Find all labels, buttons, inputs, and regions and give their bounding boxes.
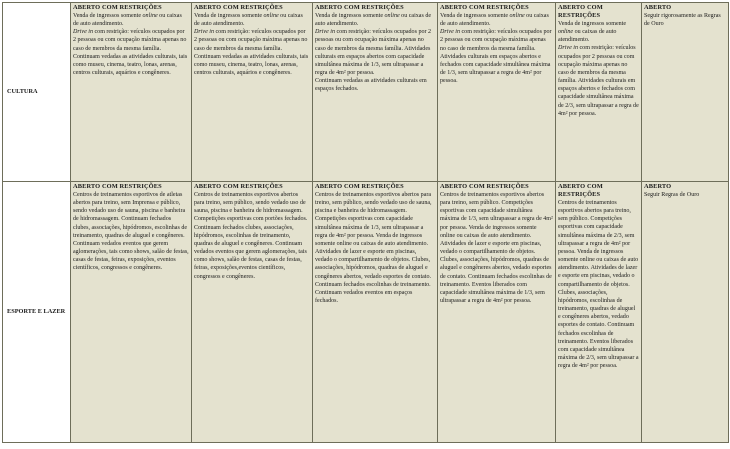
- cell-paragraph: Drive in com restrição: veículos ocupados por 2 pessoas ou com ocupação máxima apenas no caso de membros da mesma família.: [73, 29, 187, 52]
- row-label-cultura: CULTURA: [3, 3, 71, 182]
- cell-paragraph: Centros de treinamentos esportivos abertos para treino, sem público, sendo vedado uso de sauna, piscina e banheira de hidromassagem. Competições esportivas com capacidade simultânea máxima de 1/3, sem ultrapassar a regra de 4m² por pessoa. Venda de ingressos somente online ou caixas de auto atendimento. Atividades de lazer e esporte em piscinas, vedado o compartilhamento de objetos. Clubes, associações, hipódromos, quadras de aluguel e congêneres abertos, vedado esportes de contato. Continuam fechados escolinhas de treinamento. Continuam vedados eventos em espaços fechados.: [315, 192, 432, 305]
- cell-cultura-1: [71, 3, 192, 182]
- cell-heading: ABERTO COM RESTRIÇÕES: [194, 4, 283, 11]
- cell-heading: ABERTO COM RESTRIÇÕES: [73, 183, 162, 190]
- cell-esporte-4: [438, 182, 556, 443]
- cell-heading: ABERTO COM RESTRIÇÕES: [315, 183, 404, 190]
- cell-heading: ABERTO COM RESTRIÇÕES: [558, 4, 603, 19]
- cell-paragraph: Continuam vedadas as atividades culturais em espaços fechados.: [315, 78, 427, 93]
- cell-paragraph: Drive in com restrição: veículos ocupados por 2 pessoas ou com ocupação máxima apenas no caso de membros da mesma família. Atividades culturais em espaços abertos com capacidade simultânea máxima de 1/3, sem ultrapassar a regra de 4m² por pessoa.: [315, 29, 432, 77]
- table-row-cultura: [3, 3, 729, 182]
- cell-heading: ABERTO COM RESTRIÇÕES: [440, 183, 529, 190]
- cell-paragraph: Venda de ingressos somente online ou caixas de auto atendimento.: [73, 13, 182, 28]
- cell-heading: ABERTO: [644, 4, 672, 11]
- cell-heading: ABERTO COM RESTRIÇÕES: [440, 4, 529, 11]
- cell-heading: ABERTO COM RESTRIÇÕES: [315, 4, 404, 11]
- cell-heading: ABERTO COM RESTRIÇÕES: [194, 183, 283, 190]
- cell-paragraph: Continuam vedadas as atividades culturais, tais como museu, cinema, teatro, lonas, arenas, centros culturais, aquários e congêneres.: [194, 53, 309, 77]
- cell-cultura-4: [438, 3, 556, 182]
- cell-paragraph: Drive in com restrição: veículos ocupados por 2 pessoas ou com ocupação máxima apenas no caso de membros da mesma família. Atividades culturais em espaços abertos e fechados com capacidade simultânea máxima de 2/3, sem ultrapassar a regra de 4m² por pessoa.: [558, 45, 639, 117]
- cell-paragraph: Seguir Regras de Ouro: [644, 192, 700, 198]
- cell-esporte-5: [556, 182, 642, 443]
- cell-esporte-1: [71, 182, 192, 443]
- cell-paragraph: Drive in com restrição: veículos ocupados por 2 pessoas ou com ocupação máxima apenas no caso de membros da mesma família.: [194, 29, 308, 52]
- cell-paragraph: Venda de ingressos somente online ou caixas de auto atendimento.: [558, 21, 627, 44]
- cell-heading: ABERTO COM RESTRIÇÕES: [558, 183, 603, 198]
- rules-table: [2, 2, 729, 443]
- cell-heading: ABERTO: [644, 183, 672, 190]
- cell-heading: ABERTO COM RESTRIÇÕES: [73, 4, 162, 11]
- cell-paragraph: Venda de ingressos somente online ou caixas de auto atendimento.: [194, 13, 303, 28]
- cell-paragraph: Centros de treinamentos esportivos abertos para treino, sem público. Competições esportivas com capacidade simultânea máxima de 2/3, sem ultrapassar a regra de 4m² por pessoa. Venda de ingressos somente online ou caixas de auto atendimento. Atividades de lazer e esporte em piscinas, vedado o compartilhamento de objetos. Clubes, associações, hipódromos, escolinhas de treinamento, quadras de aluguel e congêneres abertos, vedado esportes de contato. Continuam fechados escolinhas de treinamento. Eventos liberados com capacidade simultânea máxima de 2/3, sem ultrapassar a regra de 4m² por pessoa.: [558, 200, 639, 370]
- cell-paragraph: Venda de ingressos somente online ou caixas de auto atendimento.: [440, 13, 549, 28]
- cell-esporte-3: [313, 182, 438, 443]
- cell-cultura-5: [556, 3, 642, 182]
- cell-esporte-2: [192, 182, 313, 443]
- cell-paragraph: Centros de treinamentos esportivos de atletas abertos para treino, sem Imprensa e público, sendo vedado uso de sauna, piscina e banheira de hidromassagem. Continuam fechados clubes, associações, hipódromos, escolinhas de treinamento, quadras de aluguel e congêneres. Continuam vedados eventos que gerem aglomerações, tais como shows, salão de festas, casas de festas, feiras, exposições, eventos científicos, congressos e congêneres.: [73, 192, 189, 272]
- cell-cultura-3: [313, 3, 438, 182]
- cell-paragraph: Seguir rigorosamente as Regras de Ouro: [644, 13, 721, 28]
- cell-paragraph: Venda de ingressos somente online ou caixas de auto atendimento.: [315, 13, 432, 28]
- table-row-esporte-lazer: [3, 182, 729, 443]
- cell-esporte-6: [642, 182, 729, 443]
- row-label-esporte-lazer: ESPORTE E LAZER: [3, 182, 71, 443]
- cell-cultura-6: [642, 3, 729, 182]
- cell-cultura-2: [192, 3, 313, 182]
- cell-paragraph: Drive in com restrição: veículos ocupados por 2 pessoas ou com ocupação máxima apenas no caso de membros da mesma família. Atividades culturais em espaços abertos e fechados com capacidade simultânea máxima de 1/3, sem ultrapassar a regra de 4m² por pessoa.: [440, 29, 552, 85]
- cell-paragraph: Continuam vedadas as atividades culturais, tais como museu, cinema, teatro, lonas, arenas, centros culturais, aquários e congêneres.: [73, 53, 188, 77]
- cell-paragraph: Centros de treinamentos esportivos abertos para treino, sem público. Competições esportivas com capacidade simultânea máxima de 1/3, sem ultrapassar a regra de 4m² por pessoa. Venda de ingressos somente online ou caixas de auto atendimento. Atividades de lazer e esporte em piscinas, vedado o compartilhamento de objetos. Clubes, associações, hipódromos, quadras de aluguel e congêneres abertos, vedado esportes de contato. Continuam fechados escolinhas de treinamento. Eventos liberados com capacidade simultânea máxima de 1/3, sem ultrapassar a regra de 4m² por pessoa.: [440, 192, 553, 305]
- cell-paragraph: Centros de treinamentos esportivos abertos para treino, sem público, sendo vedado uso de sauna, piscina e banheira de hidromassagem. Competições esportivas com portões fechados. Continuam fechados clubes, associações, hipódromos, escolinhas de treinamento, quadras de aluguel e congêneres. Continuam vedados eventos que gerem aglomerações, tais como shows, salão de festas, casas de festas, feiras, exposições,eventos científicos, congressos e congêneres.: [194, 192, 308, 280]
